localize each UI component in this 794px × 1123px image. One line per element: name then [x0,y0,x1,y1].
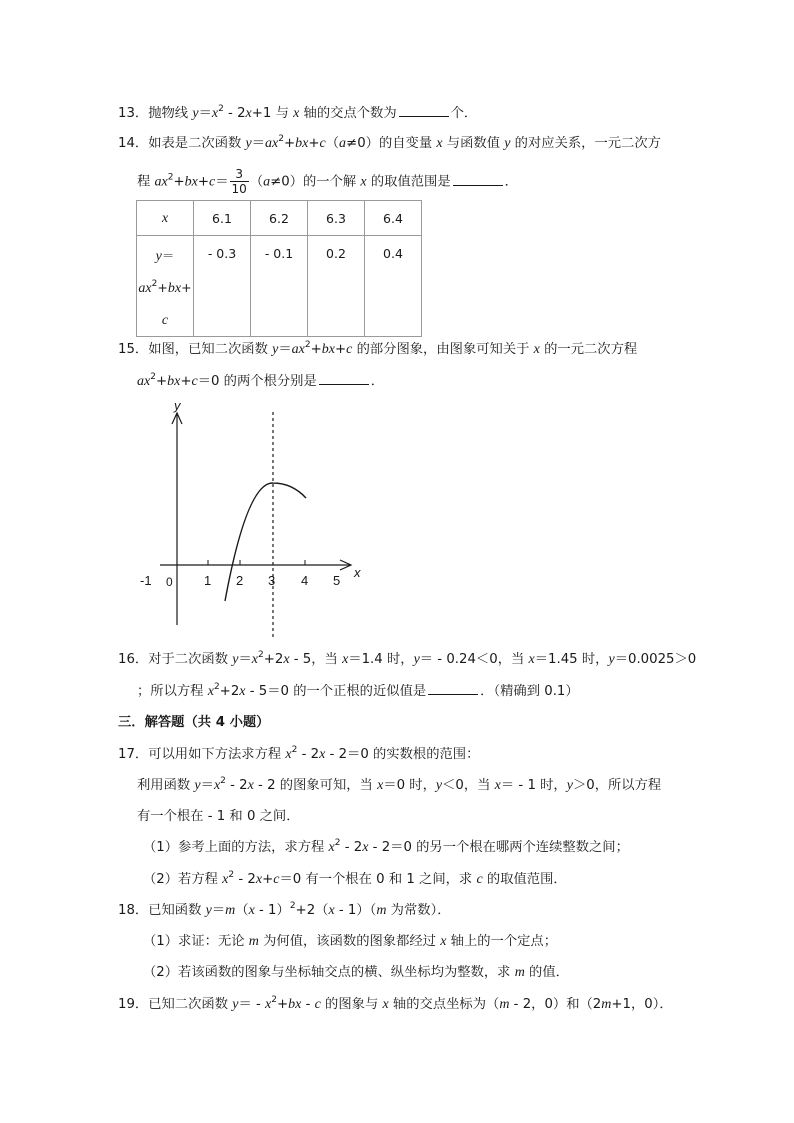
tick-label: 4 [301,573,309,588]
question-17-line2: 利用函数 $y=x^2 - 2x - 2$ 的图象可知，当 x＝0 时，y＜0，当 x＝ - 1 时，y＞0，所以方程 [137,776,662,793]
table-cell: 6.3 [308,201,365,236]
question-14-line2: 程 $ax^2+bx+c=$ $\frac{3}{10}$ （a≠0）的一个解 x 的取值范围是 ． [137,167,518,196]
tick-label: -1 [140,573,152,588]
tick-label: 2 [236,573,244,588]
table-cell: x [137,201,194,236]
question-18-part1: （1）求证：无论 m 为何值，该函数的图象都经过 x 轴上的一个定点； [143,934,558,949]
question-19: 19．已知二次函数 $y= - x^2+bx - c$ 的图象与 x 轴的交点坐标为（m - 2，0）和（2m+1，0）． [118,995,673,1012]
tick-label: 3 [268,573,276,588]
x-axis-label: x [354,565,361,580]
table-cell: 6.1 [194,201,251,236]
question-17-line3: 有一个根在 - 1 和 0 之间． [137,809,300,824]
table-cell: - 0.3 [194,236,251,337]
table-cell: 6.2 [251,201,308,236]
question-14: 14．如表是二次函数 $y=ax^2+bx+c(a\ne 0)$的自变量 x 与函数值 y 的对应关系，一元二次方 [118,134,661,151]
question-18-part2: （2）若该函数的图象与坐标轴交点的横、纵坐标均为整数，求 m 的值． [143,965,569,980]
table-cell: 0.4 [365,236,422,337]
question-16: 16．对于二次函数 $y=x^2+2x - 5$，当 x＝1.4 时，y＝ - 0.24＜0，当 x＝1.45 时，y＝0.0025＞0 [118,650,697,667]
question-17-part1: （1）参考上面的方法，求方程 $x^2 - 2x - 2=0$ 的另一个根在哪两个连续整数之间； [143,838,629,855]
table-cell: y＝ $ax^2+bx+$ c [137,236,194,337]
y-axis-label: y [174,398,181,413]
question-16-line2: ；所以方程 $x^2+2x - 5=0$ 的一个正根的近似值是 ．（精确到 0.1） [137,682,579,699]
section-heading: 三．解答题（共 4 小题） [118,715,270,730]
question-17: 17．可以用如下方法求方程 $x^2 - 2x - 2=0$ 的实数根的范围： [118,745,480,762]
question-15: 15．如图，已知二次函数 $y=ax^2+bx+c$ 的部分图象，由图象可知关于 x 的一元二次方程 [118,340,638,357]
answer-blank[interactable] [428,682,478,695]
fraction: $\frac{3}{10}$ [231,167,247,196]
question-13: 13．抛物线 $y=x^2 - 2x+1$ 与 x 轴的交点个数为 个． [118,104,478,121]
table-cell: - 0.1 [251,236,308,337]
tick-label: 5 [333,573,341,588]
table-cell: 6.4 [365,201,422,236]
tick-label: 1 [204,573,212,588]
question-15-line2: $ax^2+bx+c=0$ 的两个根分别是 ． [137,372,385,389]
table-cell: 0.2 [308,236,365,337]
tick-label: 0 [166,575,173,589]
question-17-part2: （2）若方程 $x^2 - 2x+c=0$ 有一个根在 0 和 1 之间，求 c 的取值范围． [143,870,567,887]
question-18: 18．已知函数 y＝m（x - 1）$^2$+2（x - 1）（m 为常数）． [118,901,451,918]
